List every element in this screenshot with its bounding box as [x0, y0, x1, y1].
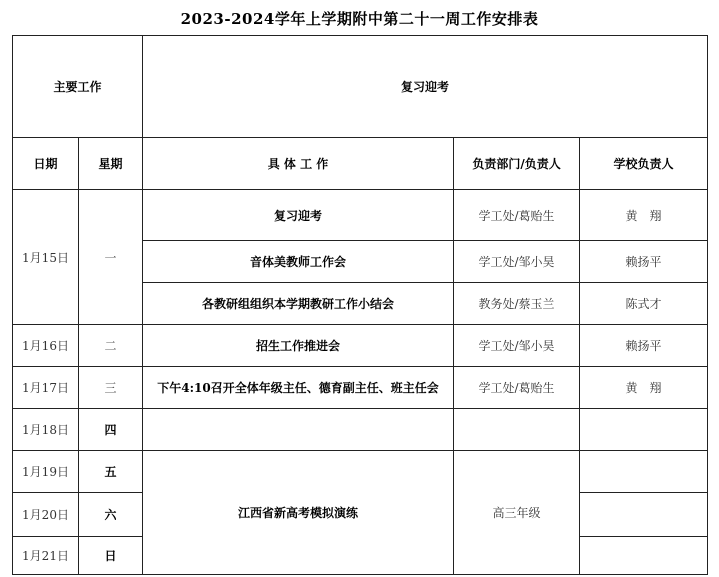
- weekday-cell: 六: [79, 493, 143, 537]
- weekday-cell: 三: [79, 367, 143, 409]
- header-dept: 负责部门/负责人: [454, 138, 580, 190]
- date-cell: 1月18日: [13, 409, 79, 451]
- dept-cell: 学工处/邹小昊: [454, 241, 580, 283]
- table-row: [13, 190, 708, 241]
- date-cell: 1月20日: [13, 493, 79, 537]
- header-school: 学校负责人: [580, 138, 708, 190]
- school-cell: 黄 翔: [580, 190, 708, 241]
- dept-cell: 学工处/邹小昊: [454, 325, 580, 367]
- school-cell: 赖扬平: [580, 241, 708, 283]
- task-cell: 复习迎考: [143, 190, 454, 241]
- weekday-cell: 一: [79, 190, 143, 325]
- school-cell: 黄 翔: [580, 367, 708, 409]
- school-cell: 赖扬平: [580, 325, 708, 367]
- dept-cell: 教务处/蔡玉兰: [454, 283, 580, 325]
- weekday-cell: 五: [79, 451, 143, 493]
- task-cell: 招生工作推进会: [143, 325, 454, 367]
- task-cell: 各教研组组织本学期教研工作小结会: [143, 283, 454, 325]
- date-cell: 1月19日: [13, 451, 79, 493]
- task-cell: 音体美教师工作会: [143, 241, 454, 283]
- task-cell: [143, 409, 454, 451]
- table-row: [13, 409, 708, 451]
- weekday-cell: 二: [79, 325, 143, 367]
- table-row: [13, 451, 708, 493]
- date-cell: 1月21日: [13, 537, 79, 575]
- date-cell: 1月16日: [13, 325, 79, 367]
- main-work-row: [13, 36, 708, 138]
- school-cell: [580, 451, 708, 493]
- school-cell: [580, 409, 708, 451]
- school-cell: [580, 493, 708, 537]
- date-cell: 1月17日: [13, 367, 79, 409]
- main-work-value: 复习迎考: [143, 36, 708, 138]
- dept-cell: 学工处/葛贻生: [454, 367, 580, 409]
- merged-task-cell: 江西省新高考模拟演练: [143, 451, 454, 575]
- date-cell: 1月15日: [13, 190, 79, 325]
- task-cell: 下午4:10召开全体年级主任、德育副主任、班主任会: [143, 367, 454, 409]
- header-task: 具 体 工 作: [143, 138, 454, 190]
- school-cell: [580, 537, 708, 575]
- header-weekday: 星期: [79, 138, 143, 190]
- schedule-table: [12, 35, 708, 575]
- main-work-label: 主要工作: [13, 36, 143, 138]
- weekday-cell: 四: [79, 409, 143, 451]
- dept-cell: [454, 409, 580, 451]
- page-title: 2023-2024学年上学期附中第二十一周工作安排表: [180, 10, 539, 28]
- weekday-cell: 日: [79, 537, 143, 575]
- table-row: [13, 367, 708, 409]
- merged-dept-cell: 高三年级: [454, 451, 580, 575]
- header-date: 日期: [13, 138, 79, 190]
- school-cell: 陈式才: [580, 283, 708, 325]
- dept-cell: 学工处/葛贻生: [454, 190, 580, 241]
- header-row: [13, 138, 708, 190]
- table-row: [13, 325, 708, 367]
